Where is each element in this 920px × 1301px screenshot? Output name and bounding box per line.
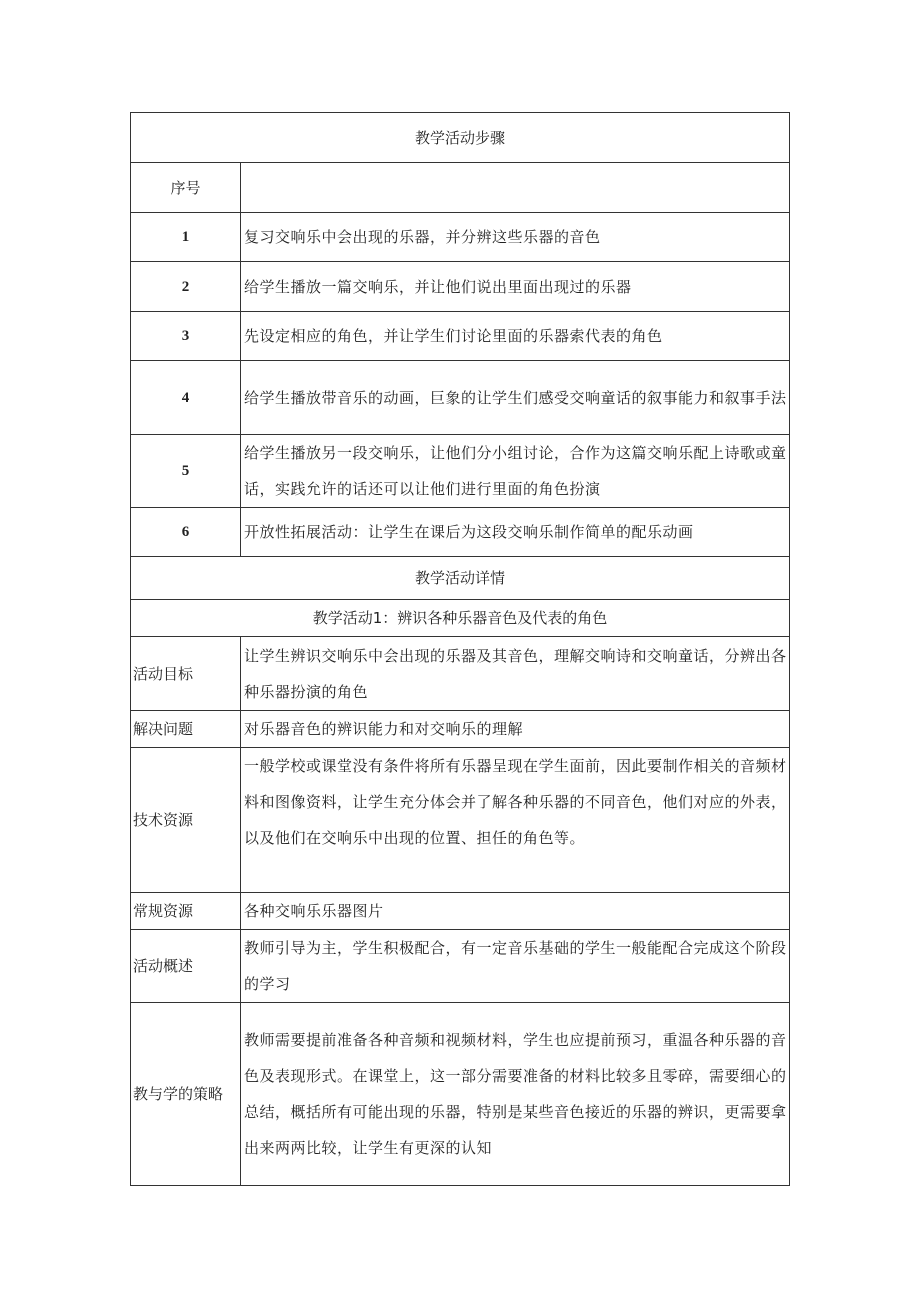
detail-row — [131, 711, 790, 748]
detail-text: 让学生辨识交响乐中会出现的乐器及其音色，理解交响诗和交响童话，分辨出各种乐器扮演的角色 — [241, 637, 790, 711]
step-row — [131, 262, 790, 312]
steps-header: 教学活动步骤 — [131, 113, 790, 163]
detail-text: 各种交响乐乐器图片 — [241, 893, 790, 930]
step-text: 给学生播放一篇交响乐，并让他们说出里面出现过的乐器 — [241, 262, 790, 312]
details-header: 教学活动详情 — [131, 557, 790, 600]
detail-text: 教师需要提前准备各种音频和视频材料，学生也应提前预习，重温各种乐器的音色及表现形式。在课堂上，这一部分需要准备的材料比较多且零碎，需要细心的总结，概括所有可能出现的乐器，特别是某些音色接近的乐器的辨识，更需要拿出来两两比较，让学生有更深的认知 — [241, 1003, 790, 1186]
step-row — [131, 361, 790, 435]
lesson-plan-table — [130, 112, 790, 1186]
detail-row — [131, 1003, 790, 1186]
step-number: 4 — [131, 361, 241, 435]
steps-header-row — [131, 113, 790, 163]
activity-title: 教学活动1：辨识各种乐器音色及代表的角色 — [131, 600, 790, 637]
detail-label: 教与学的策略 — [131, 1003, 241, 1186]
step-number: 2 — [131, 262, 241, 312]
step-text: 给学生播放带音乐的动画，巨象的让学生们感受交响童话的叙事能力和叙事手法 — [241, 361, 790, 435]
detail-text: 一般学校或课堂没有条件将所有乐器呈现在学生面前，因此要制作相关的音频材料和图像资料，让学生充分体会并了解各种乐器的不同音色，他们对应的外表，以及他们在交响乐中出现的位置、担任的角色等。 — [241, 748, 790, 893]
step-row — [131, 213, 790, 262]
step-row — [131, 508, 790, 557]
detail-row — [131, 748, 790, 893]
step-row — [131, 435, 790, 508]
detail-label: 常规资源 — [131, 893, 241, 930]
activity-title-row — [131, 600, 790, 637]
seq-label: 序号 — [131, 163, 241, 213]
seq-row — [131, 163, 790, 213]
step-number: 3 — [131, 312, 241, 361]
detail-row — [131, 893, 790, 930]
details-header-row — [131, 557, 790, 600]
detail-label: 技术资源 — [131, 748, 241, 893]
detail-label: 解决问题 — [131, 711, 241, 748]
detail-text: 对乐器音色的辨识能力和对交响乐的理解 — [241, 711, 790, 748]
detail-label: 活动目标 — [131, 637, 241, 711]
step-text: 给学生播放另一段交响乐，让他们分小组讨论，合作为这篇交响乐配上诗歌或童话，实践允许的话还可以让他们进行里面的角色扮演 — [241, 435, 790, 508]
step-text: 复习交响乐中会出现的乐器，并分辨这些乐器的音色 — [241, 213, 790, 262]
detail-label: 活动概述 — [131, 930, 241, 1003]
detail-row — [131, 930, 790, 1003]
detail-row — [131, 637, 790, 711]
step-number: 5 — [131, 435, 241, 508]
seq-empty-cell — [241, 163, 790, 213]
detail-text: 教师引导为主，学生积极配合，有一定音乐基础的学生一般能配合完成这个阶段的学习 — [241, 930, 790, 1003]
step-row — [131, 312, 790, 361]
step-number: 1 — [131, 213, 241, 262]
step-text: 先设定相应的角色，并让学生们讨论里面的乐器索代表的角色 — [241, 312, 790, 361]
step-number: 6 — [131, 508, 241, 557]
step-text: 开放性拓展活动：让学生在课后为这段交响乐制作简单的配乐动画 — [241, 508, 790, 557]
